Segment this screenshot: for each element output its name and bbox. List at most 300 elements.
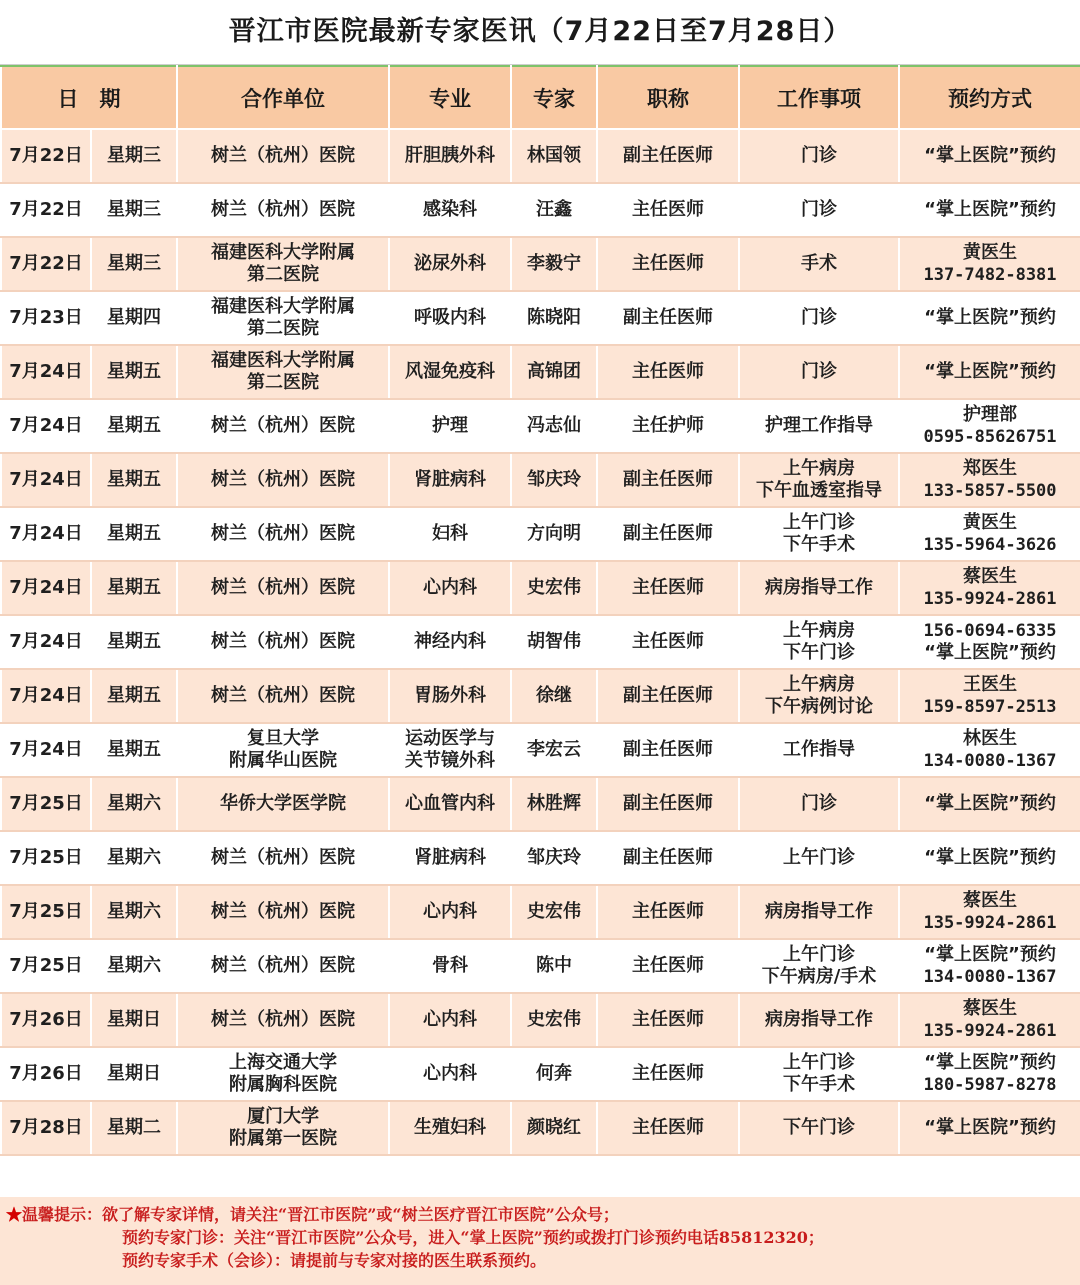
rank-cell-text: 主任医师 bbox=[632, 199, 704, 220]
work-cell bbox=[739, 291, 899, 345]
unit-cell-text: 树兰（杭州）医院 bbox=[211, 631, 355, 652]
booking-cell-text: 134-0080-1367 bbox=[923, 751, 1057, 771]
expert-cell bbox=[511, 507, 597, 561]
page-title: 晋江市医院最新专家医讯（7月22日至7月28日） bbox=[0, 0, 1080, 65]
unit-cell bbox=[177, 399, 389, 453]
star-icon: ★ bbox=[6, 1205, 23, 1224]
table-row bbox=[1, 615, 1080, 669]
unit-cell bbox=[177, 939, 389, 993]
table-row bbox=[1, 129, 1080, 183]
date-cell-text: 7月26日 bbox=[9, 1063, 83, 1084]
rank-cell bbox=[597, 129, 739, 183]
weekday-cell-text: 星期五 bbox=[107, 523, 161, 544]
expert-cell-text: 史宏伟 bbox=[527, 577, 581, 598]
table-row bbox=[1, 291, 1080, 345]
expert-cell bbox=[511, 1101, 597, 1155]
rank-cell bbox=[597, 453, 739, 507]
weekday-cell-text: 星期三 bbox=[107, 145, 161, 166]
specialty-cell-text: 呼吸内科 bbox=[414, 307, 486, 328]
specialty-cell bbox=[389, 669, 511, 723]
specialty-cell-text: 关节镜外科 bbox=[405, 750, 495, 771]
rank-cell bbox=[597, 561, 739, 615]
expert-cell-text: 陈晓阳 bbox=[527, 307, 581, 328]
unit-cell-text: 树兰（杭州）医院 bbox=[211, 685, 355, 706]
rank-cell-text: 主任医师 bbox=[632, 901, 704, 922]
booking-cell bbox=[899, 669, 1080, 723]
rank-cell-text: 副主任医师 bbox=[623, 145, 713, 166]
specialty-cell bbox=[389, 777, 511, 831]
date-cell bbox=[1, 777, 91, 831]
work-cell bbox=[739, 453, 899, 507]
date-cell bbox=[1, 885, 91, 939]
weekday-cell bbox=[91, 399, 177, 453]
booking-cell bbox=[899, 831, 1080, 885]
date-cell bbox=[1, 993, 91, 1047]
unit-cell-text: 树兰（杭州）医院 bbox=[211, 847, 355, 868]
date-cell bbox=[1, 345, 91, 399]
expert-cell bbox=[511, 1047, 597, 1101]
rank-cell bbox=[597, 399, 739, 453]
table-row bbox=[1, 507, 1080, 561]
expert-cell-text: 汪鑫 bbox=[536, 199, 572, 220]
rank-cell bbox=[597, 237, 739, 291]
unit-cell-text: 厦门大学 bbox=[247, 1106, 319, 1127]
expert-cell-text: 何奔 bbox=[536, 1063, 572, 1084]
expert-cell bbox=[511, 345, 597, 399]
table-row bbox=[1, 1047, 1080, 1101]
expert-cell bbox=[511, 993, 597, 1047]
table-row bbox=[1, 777, 1080, 831]
specialty-cell bbox=[389, 1047, 511, 1101]
expert-cell-text: 邹庆玲 bbox=[527, 847, 581, 868]
date-cell bbox=[1, 453, 91, 507]
unit-cell bbox=[177, 345, 389, 399]
specialty-cell bbox=[389, 831, 511, 885]
specialty-cell bbox=[389, 507, 511, 561]
specialty-cell bbox=[389, 993, 511, 1047]
expert-cell-text: 李宏云 bbox=[527, 739, 581, 760]
weekday-cell bbox=[91, 939, 177, 993]
date-cell bbox=[1, 237, 91, 291]
booking-cell-text: “掌上医院”预约 bbox=[924, 642, 1056, 663]
expert-cell-text: 陈中 bbox=[536, 955, 572, 976]
rank-cell-text: 副主任医师 bbox=[623, 847, 713, 868]
booking-cell bbox=[899, 993, 1080, 1047]
booking-cell-text: 蔡医生 bbox=[963, 890, 1017, 911]
unit-cell-text: 附属胸科医院 bbox=[229, 1074, 337, 1095]
rank-cell-text: 副主任医师 bbox=[623, 793, 713, 814]
unit-cell-text: 第二医院 bbox=[247, 318, 319, 339]
unit-cell bbox=[177, 561, 389, 615]
work-cell-text: 病房指导工作 bbox=[765, 1009, 873, 1030]
date-cell bbox=[1, 399, 91, 453]
date-cell bbox=[1, 939, 91, 993]
specialty-cell-text: 心内科 bbox=[423, 901, 477, 922]
rank-cell-text: 主任医师 bbox=[632, 1063, 704, 1084]
date-cell-text: 7月25日 bbox=[9, 847, 83, 868]
booking-cell-text: “掌上医院”预约 bbox=[924, 199, 1056, 220]
date-cell bbox=[1, 615, 91, 669]
booking-cell-text: 137-7482-8381 bbox=[923, 265, 1057, 285]
unit-cell-text: 树兰（杭州）医院 bbox=[211, 145, 355, 166]
rank-cell bbox=[597, 615, 739, 669]
expert-cell bbox=[511, 723, 597, 777]
work-cell bbox=[739, 1047, 899, 1101]
work-cell bbox=[739, 885, 899, 939]
work-cell-text: 上午门诊 bbox=[783, 512, 855, 533]
booking-cell-text: “掌上医院”预约 bbox=[924, 307, 1056, 328]
date-cell-text: 7月22日 bbox=[9, 145, 83, 166]
unit-cell-text: 华侨大学医学院 bbox=[220, 793, 346, 814]
table-row bbox=[1, 885, 1080, 939]
rank-cell-text: 副主任医师 bbox=[623, 469, 713, 490]
booking-cell-text: 135-9924-2861 bbox=[923, 1021, 1057, 1041]
specialty-cell-text: 心血管内科 bbox=[405, 793, 495, 814]
date-cell bbox=[1, 561, 91, 615]
specialty-cell bbox=[389, 615, 511, 669]
work-cell-text: 门诊 bbox=[801, 793, 837, 814]
work-cell bbox=[739, 723, 899, 777]
reminder-notes bbox=[0, 1197, 1080, 1285]
weekday-cell-text: 星期五 bbox=[107, 685, 161, 706]
expert-cell-text: 方向明 bbox=[527, 523, 581, 544]
expert-cell bbox=[511, 885, 597, 939]
booking-cell bbox=[899, 183, 1080, 237]
rank-cell bbox=[597, 669, 739, 723]
unit-cell bbox=[177, 183, 389, 237]
booking-cell-text: 135-9924-2861 bbox=[923, 589, 1057, 609]
expert-cell-text: 高锦团 bbox=[527, 361, 581, 382]
work-cell-text: 护理工作指导 bbox=[765, 415, 873, 436]
rank-cell-text: 主任医师 bbox=[632, 1009, 704, 1030]
work-cell-text: 门诊 bbox=[801, 145, 837, 166]
work-cell bbox=[739, 939, 899, 993]
weekday-cell-text: 星期六 bbox=[107, 901, 161, 922]
unit-cell-text: 树兰（杭州）医院 bbox=[211, 955, 355, 976]
weekday-cell bbox=[91, 831, 177, 885]
booking-cell-text: 133-5857-5500 bbox=[923, 481, 1057, 501]
booking-cell-text: “掌上医院”预约 bbox=[924, 1117, 1056, 1138]
expert-cell-text: 史宏伟 bbox=[527, 901, 581, 922]
specialty-cell-text: 肾脏病科 bbox=[414, 469, 486, 490]
date-cell-text: 7月28日 bbox=[9, 1117, 83, 1138]
date-cell bbox=[1, 507, 91, 561]
booking-cell-text: 护理部 bbox=[963, 404, 1017, 425]
table-row bbox=[1, 939, 1080, 993]
weekday-cell-text: 星期四 bbox=[107, 307, 161, 328]
date-cell-text: 7月23日 bbox=[9, 307, 83, 328]
rank-cell bbox=[597, 183, 739, 237]
expert-cell bbox=[511, 777, 597, 831]
date-cell bbox=[1, 183, 91, 237]
specialty-cell-text: 运动医学与 bbox=[405, 728, 495, 749]
weekday-cell bbox=[91, 183, 177, 237]
rank-cell-text: 主任护师 bbox=[632, 415, 704, 436]
weekday-cell-text: 星期六 bbox=[107, 847, 161, 868]
table-row bbox=[1, 237, 1080, 291]
rank-cell bbox=[597, 885, 739, 939]
booking-cell-text: 159-8597-2513 bbox=[923, 697, 1057, 717]
header-booking: 预约方式 bbox=[899, 66, 1080, 129]
table-row bbox=[1, 183, 1080, 237]
date-cell-text: 7月24日 bbox=[9, 739, 83, 760]
weekday-cell bbox=[91, 615, 177, 669]
date-cell bbox=[1, 291, 91, 345]
unit-cell bbox=[177, 291, 389, 345]
date-cell-text: 7月22日 bbox=[9, 199, 83, 220]
work-cell-text: 门诊 bbox=[801, 361, 837, 382]
note-line-1 bbox=[0, 1203, 1080, 1226]
rank-cell-text: 副主任医师 bbox=[623, 685, 713, 706]
date-cell-text: 7月24日 bbox=[9, 415, 83, 436]
weekday-cell-text: 星期五 bbox=[107, 577, 161, 598]
work-cell-text: 下午病例讨论 bbox=[765, 696, 873, 717]
work-cell-text: 下午血透室指导 bbox=[756, 480, 882, 501]
booking-cell bbox=[899, 777, 1080, 831]
weekday-cell bbox=[91, 291, 177, 345]
date-cell bbox=[1, 669, 91, 723]
header-rank: 职称 bbox=[597, 66, 739, 129]
weekday-cell-text: 星期五 bbox=[107, 361, 161, 382]
specialty-cell bbox=[389, 345, 511, 399]
specialty-cell-text: 肝胆胰外科 bbox=[405, 145, 495, 166]
specialty-cell bbox=[389, 399, 511, 453]
booking-cell bbox=[899, 885, 1080, 939]
table-row bbox=[1, 669, 1080, 723]
expert-cell-text: 颜晓红 bbox=[527, 1117, 581, 1138]
expert-cell-text: 林国领 bbox=[527, 145, 581, 166]
rank-cell bbox=[597, 507, 739, 561]
specialty-cell bbox=[389, 129, 511, 183]
rank-cell-text: 主任医师 bbox=[632, 955, 704, 976]
header-work: 工作事项 bbox=[739, 66, 899, 129]
unit-cell-text: 树兰（杭州）医院 bbox=[211, 901, 355, 922]
rank-cell bbox=[597, 1047, 739, 1101]
work-cell-text: 上午病房 bbox=[783, 620, 855, 641]
specialty-cell bbox=[389, 453, 511, 507]
expert-cell bbox=[511, 669, 597, 723]
date-cell-text: 7月24日 bbox=[9, 361, 83, 382]
weekday-cell-text: 星期三 bbox=[107, 199, 161, 220]
expert-schedule-table bbox=[0, 65, 1080, 1156]
expert-cell bbox=[511, 129, 597, 183]
unit-cell bbox=[177, 777, 389, 831]
booking-cell bbox=[899, 399, 1080, 453]
work-cell bbox=[739, 237, 899, 291]
specialty-cell-text: 感染科 bbox=[423, 199, 477, 220]
work-cell-text: 下午病房/手术 bbox=[761, 966, 877, 987]
rank-cell bbox=[597, 777, 739, 831]
booking-cell-text: 135-9924-2861 bbox=[923, 913, 1057, 933]
booking-cell-text: 156-0694-6335 bbox=[923, 621, 1057, 641]
table-row bbox=[1, 345, 1080, 399]
unit-cell-text: 上海交通大学 bbox=[229, 1052, 337, 1073]
table-header-row bbox=[1, 66, 1080, 129]
booking-cell-text: 王医生 bbox=[963, 674, 1017, 695]
date-cell-text: 7月24日 bbox=[9, 469, 83, 490]
booking-cell-text: “掌上医院”预约 bbox=[924, 1052, 1056, 1073]
weekday-cell-text: 星期三 bbox=[107, 253, 161, 274]
expert-cell-text: 李毅宁 bbox=[527, 253, 581, 274]
work-cell-text: 上午病房 bbox=[783, 458, 855, 479]
work-cell bbox=[739, 615, 899, 669]
weekday-cell bbox=[91, 669, 177, 723]
work-cell bbox=[739, 831, 899, 885]
unit-cell-text: 福建医科大学附属 bbox=[211, 296, 355, 317]
rank-cell-text: 副主任医师 bbox=[623, 307, 713, 328]
date-cell-text: 7月24日 bbox=[9, 523, 83, 544]
weekday-cell bbox=[91, 237, 177, 291]
unit-cell-text: 附属第一医院 bbox=[229, 1128, 337, 1149]
unit-cell-text: 树兰（杭州）医院 bbox=[211, 1009, 355, 1030]
unit-cell-text: 附属华山医院 bbox=[229, 750, 337, 771]
rank-cell bbox=[597, 1101, 739, 1155]
specialty-cell-text: 泌尿外科 bbox=[414, 253, 486, 274]
specialty-cell bbox=[389, 183, 511, 237]
expert-cell bbox=[511, 453, 597, 507]
work-cell-text: 工作指导 bbox=[783, 739, 855, 760]
work-cell-text: 下午门诊 bbox=[783, 1117, 855, 1138]
unit-cell bbox=[177, 885, 389, 939]
unit-cell-text: 树兰（杭州）医院 bbox=[211, 523, 355, 544]
unit-cell bbox=[177, 1047, 389, 1101]
specialty-cell-text: 心内科 bbox=[423, 577, 477, 598]
booking-cell-text: 135-5964-3626 bbox=[923, 535, 1057, 555]
work-cell bbox=[739, 129, 899, 183]
work-cell-text: 上午门诊 bbox=[783, 944, 855, 965]
specialty-cell-text: 胃肠外科 bbox=[414, 685, 486, 706]
date-cell bbox=[1, 723, 91, 777]
weekday-cell-text: 星期五 bbox=[107, 631, 161, 652]
unit-cell-text: 福建医科大学附属 bbox=[211, 242, 355, 263]
date-cell-text: 7月24日 bbox=[9, 631, 83, 652]
expert-cell bbox=[511, 615, 597, 669]
work-cell bbox=[739, 183, 899, 237]
booking-cell-text: 黄医生 bbox=[963, 512, 1017, 533]
note-line-2: 预约专家门诊：关注“晋江市医院”公众号，进入“掌上医院”预约或拨打门诊预约电话85812320； bbox=[122, 1228, 824, 1247]
booking-cell-text: 蔡医生 bbox=[963, 566, 1017, 587]
booking-cell-text: 蔡医生 bbox=[963, 998, 1017, 1019]
rank-cell-text: 主任医师 bbox=[632, 253, 704, 274]
date-cell bbox=[1, 1101, 91, 1155]
expert-cell bbox=[511, 831, 597, 885]
rank-cell-text: 副主任医师 bbox=[623, 739, 713, 760]
table-row bbox=[1, 723, 1080, 777]
date-cell-text: 7月25日 bbox=[9, 955, 83, 976]
unit-cell-text: 第二医院 bbox=[247, 372, 319, 393]
unit-cell-text: 福建医科大学附属 bbox=[211, 350, 355, 371]
weekday-cell bbox=[91, 777, 177, 831]
booking-cell bbox=[899, 129, 1080, 183]
unit-cell-text: 树兰（杭州）医院 bbox=[211, 415, 355, 436]
unit-cell bbox=[177, 993, 389, 1047]
work-cell-text: 上午门诊 bbox=[783, 1052, 855, 1073]
booking-cell-text: 180-5987-8278 bbox=[923, 1075, 1057, 1095]
booking-cell-text: 林医生 bbox=[963, 728, 1017, 749]
table-row bbox=[1, 1101, 1080, 1155]
date-cell-text: 7月24日 bbox=[9, 577, 83, 598]
unit-cell-text: 树兰（杭州）医院 bbox=[211, 577, 355, 598]
weekday-cell-text: 星期五 bbox=[107, 739, 161, 760]
weekday-cell bbox=[91, 345, 177, 399]
expert-cell bbox=[511, 399, 597, 453]
work-cell-text: 病房指导工作 bbox=[765, 901, 873, 922]
unit-cell bbox=[177, 669, 389, 723]
unit-cell-text: 复旦大学 bbox=[247, 728, 319, 749]
rank-cell bbox=[597, 291, 739, 345]
date-cell-text: 7月22日 bbox=[9, 253, 83, 274]
booking-cell bbox=[899, 507, 1080, 561]
work-cell bbox=[739, 1101, 899, 1155]
rank-cell-text: 主任医师 bbox=[632, 361, 704, 382]
weekday-cell-text: 星期五 bbox=[107, 415, 161, 436]
unit-cell bbox=[177, 129, 389, 183]
work-cell-text: 下午手术 bbox=[783, 534, 855, 555]
expert-cell-text: 冯志仙 bbox=[527, 415, 581, 436]
weekday-cell bbox=[91, 129, 177, 183]
weekday-cell-text: 星期六 bbox=[107, 793, 161, 814]
weekday-cell-text: 星期五 bbox=[107, 469, 161, 490]
booking-cell-text: 郑医生 bbox=[963, 458, 1017, 479]
booking-cell bbox=[899, 939, 1080, 993]
booking-cell-text: “掌上医院”预约 bbox=[924, 847, 1056, 868]
note-line-3: 预约专家手术（会诊）：请提前与专家对接的医生联系预约。 bbox=[122, 1251, 547, 1270]
work-cell bbox=[739, 345, 899, 399]
booking-cell-text: “掌上医院”预约 bbox=[924, 361, 1056, 382]
specialty-cell-text: 骨科 bbox=[432, 955, 468, 976]
header-date: 日 期 bbox=[1, 66, 177, 129]
table-row bbox=[1, 453, 1080, 507]
date-cell bbox=[1, 129, 91, 183]
date-cell-text: 7月25日 bbox=[9, 901, 83, 922]
expert-cell-text: 邹庆玲 bbox=[527, 469, 581, 490]
weekday-cell bbox=[91, 885, 177, 939]
expert-cell-text: 徐继 bbox=[536, 685, 572, 706]
weekday-cell bbox=[91, 561, 177, 615]
expert-cell-text: 林胜辉 bbox=[527, 793, 581, 814]
weekday-cell-text: 星期日 bbox=[107, 1009, 161, 1030]
specialty-cell bbox=[389, 561, 511, 615]
weekday-cell-text: 星期日 bbox=[107, 1063, 161, 1084]
date-cell bbox=[1, 831, 91, 885]
booking-cell bbox=[899, 237, 1080, 291]
booking-cell bbox=[899, 453, 1080, 507]
rank-cell bbox=[597, 723, 739, 777]
rank-cell bbox=[597, 831, 739, 885]
specialty-cell bbox=[389, 237, 511, 291]
booking-cell-text: 134-0080-1367 bbox=[923, 967, 1057, 987]
work-cell bbox=[739, 507, 899, 561]
unit-cell-text: 第二医院 bbox=[247, 264, 319, 285]
rank-cell-text: 主任医师 bbox=[632, 577, 704, 598]
unit-cell bbox=[177, 237, 389, 291]
unit-cell-text: 树兰（杭州）医院 bbox=[211, 469, 355, 490]
booking-cell-text: “掌上医院”预约 bbox=[924, 944, 1056, 965]
specialty-cell-text: 护理 bbox=[432, 415, 468, 436]
expert-cell bbox=[511, 183, 597, 237]
note-text-1: 温馨提示：欲了解专家详情，请关注“晋江市医院”或“树兰医疗晋江市医院”公众号； bbox=[22, 1205, 619, 1224]
booking-cell-text: 黄医生 bbox=[963, 242, 1017, 263]
specialty-cell-text: 肾脏病科 bbox=[414, 847, 486, 868]
work-cell-text: 手术 bbox=[801, 253, 837, 274]
weekday-cell bbox=[91, 1101, 177, 1155]
expert-cell bbox=[511, 561, 597, 615]
work-cell bbox=[739, 777, 899, 831]
unit-cell bbox=[177, 1101, 389, 1155]
specialty-cell-text: 心内科 bbox=[423, 1063, 477, 1084]
work-cell bbox=[739, 561, 899, 615]
work-cell-text: 病房指导工作 bbox=[765, 577, 873, 598]
